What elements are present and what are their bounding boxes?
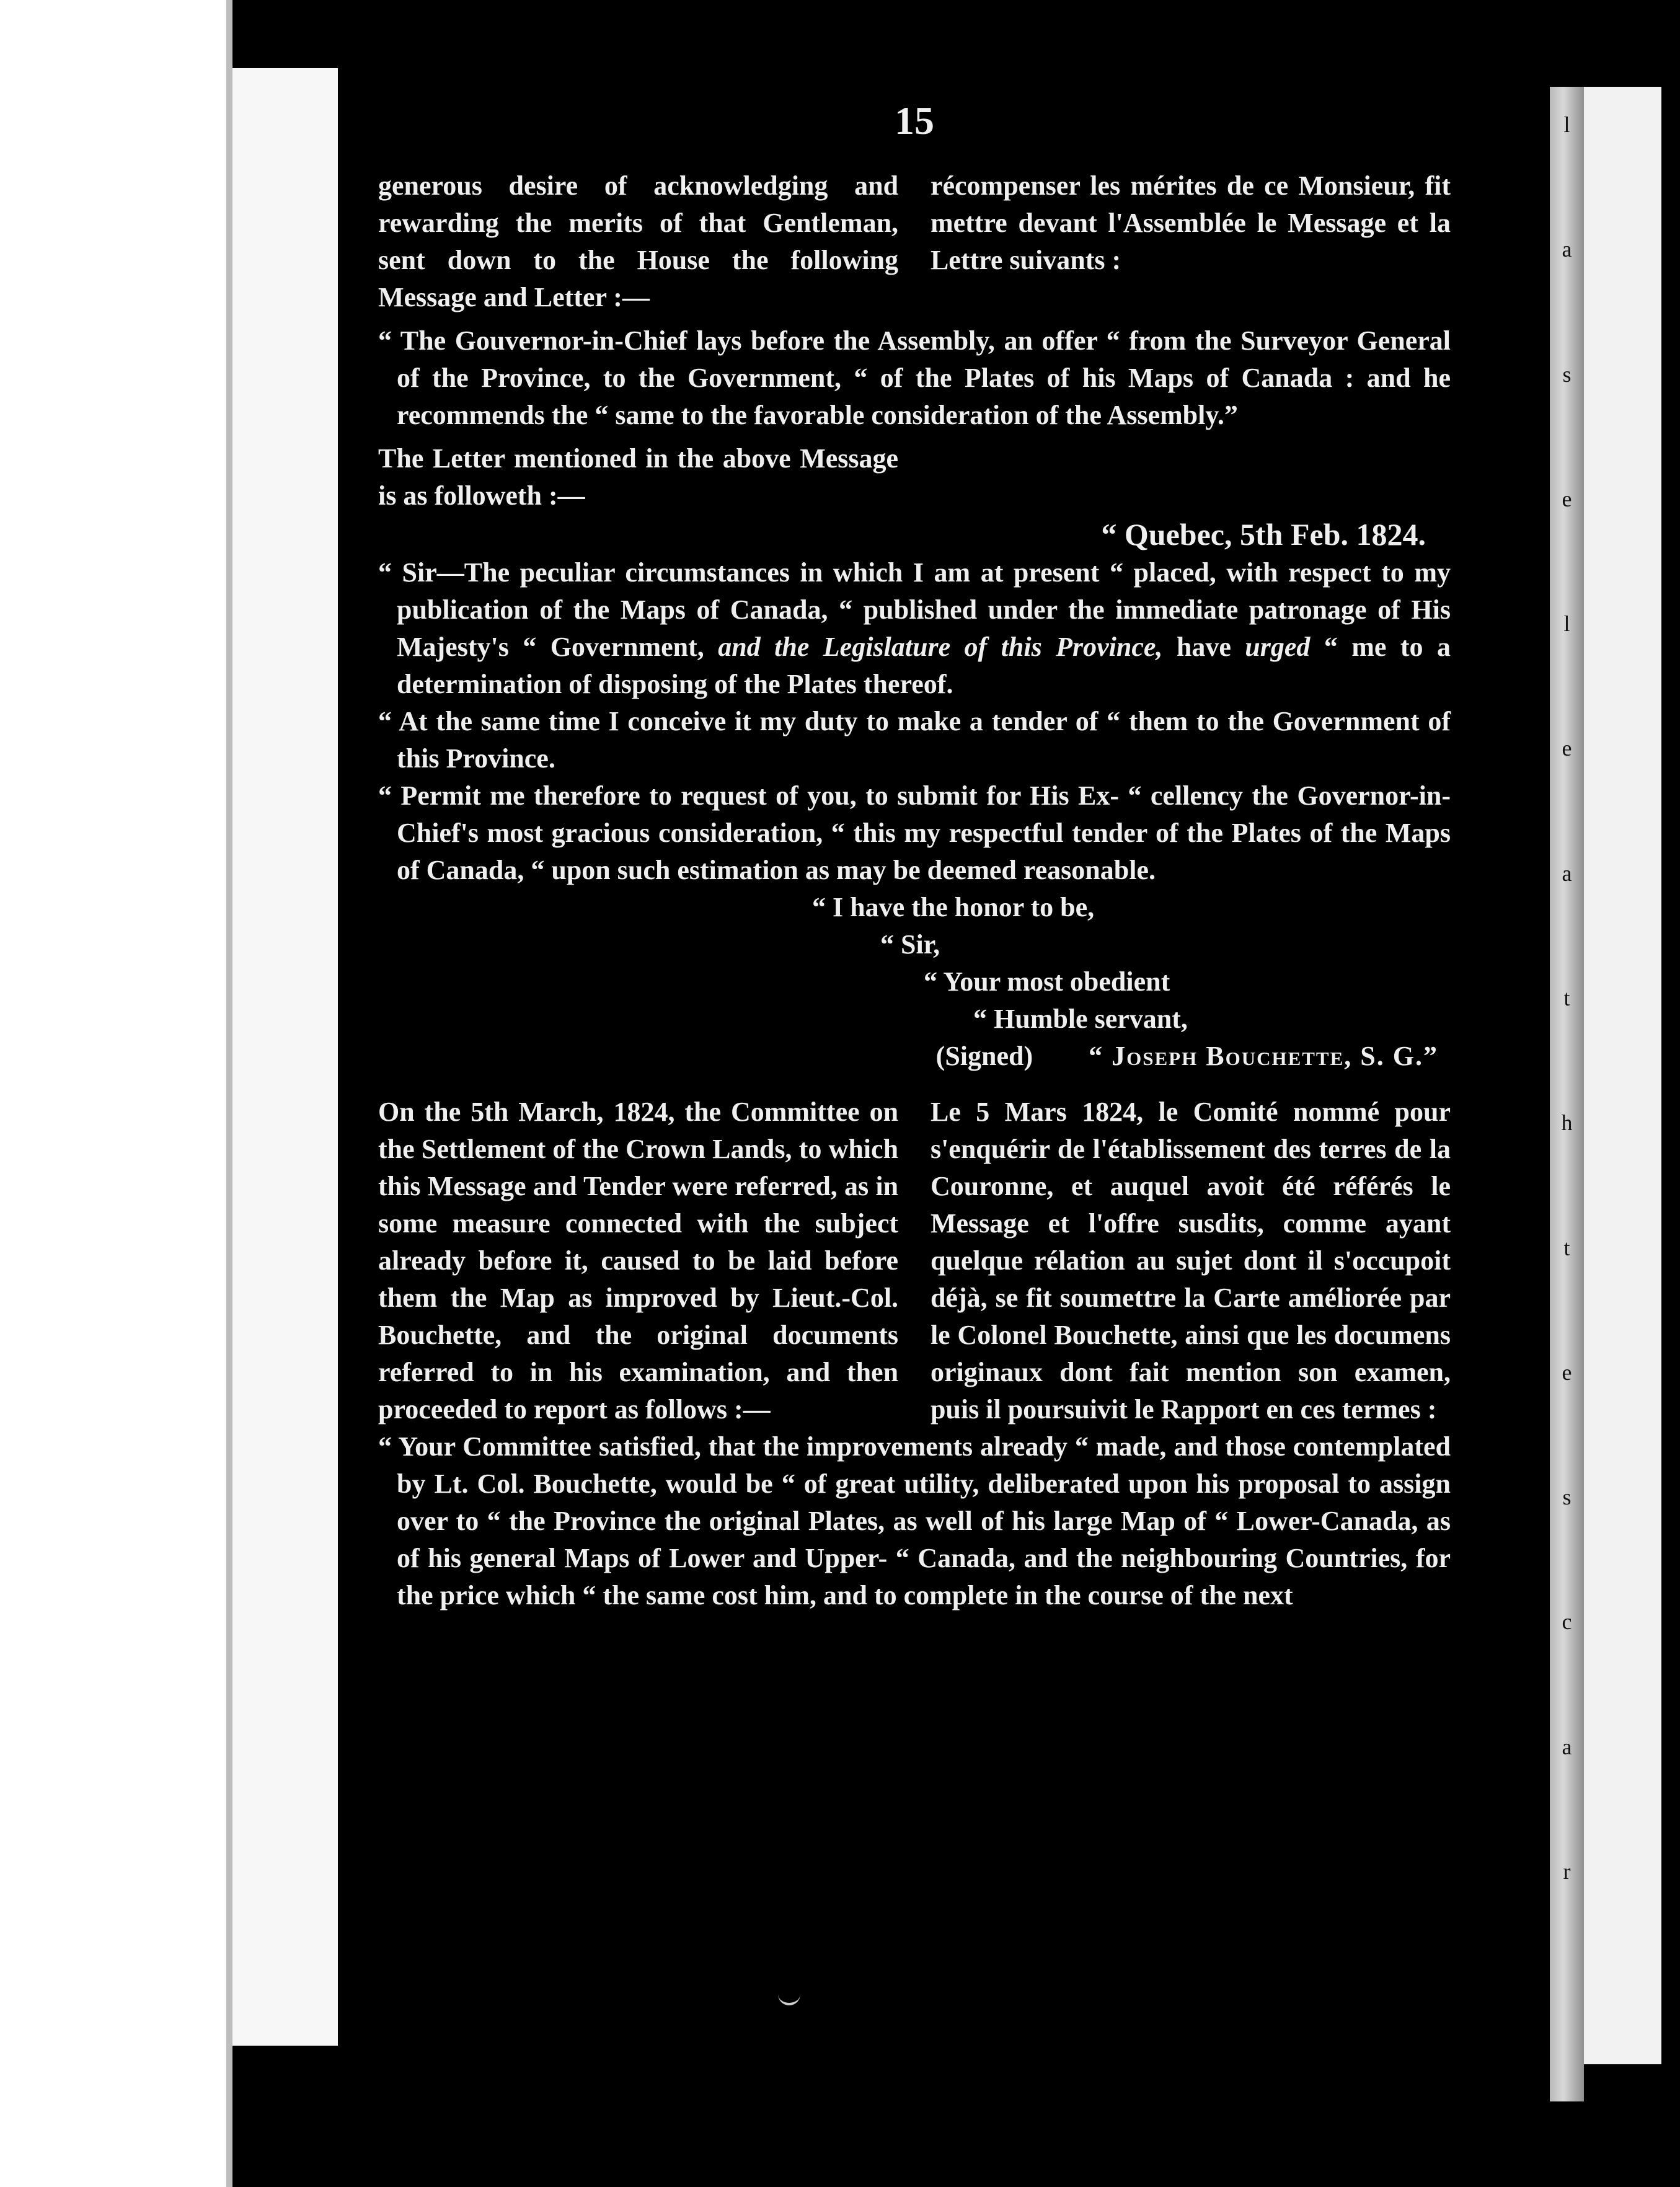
committee-french: Le 5 Mars 1824, le Comité nommé pour s'enquérir de l'établissement des terres de la Couronne, et auquel avoit été référés le Message et l'offre susdits, comme ayant quelque rélation au sujet dont il s'occupoit déjà, se fit soumettre la Carte améliorée par le Colonel Bouchette, ainsi que les documens originaux dont fait mention son examen, puis il poursuivit le Rapport en ces termes : (930, 1097, 1451, 1425)
letter-paragraph-1-text: “ Sir—The peculiar circumstances in which I am at present “ placed, with respect to my publication of the Maps of Canada, “ published under the immediate patronage of His Majesty's “ Government, (378, 557, 1451, 662)
letter-intro-french-blank (931, 440, 1451, 515)
signature-name: “ Joseph Bouchette, S. G.” (1089, 1041, 1438, 1071)
edge-letter: s (1562, 1485, 1572, 1510)
edge-letter: t (1563, 1235, 1570, 1260)
right-margin-white (1584, 87, 1661, 2064)
edge-letter: h (1561, 1110, 1573, 1136)
letter-paragraph-2: “ At the same time I conceive it my duty to make a tender of “ them to the Government of this Province. (378, 706, 1451, 774)
intro-columns (378, 167, 1451, 316)
closing-line-3: “ Your most obedient (924, 966, 1170, 997)
letter-intro: The Letter mentioned in the above Message is as followeth :— (378, 443, 899, 511)
edge-letter: a (1562, 237, 1572, 262)
edge-letter: l (1563, 611, 1570, 637)
edge-letter: e (1562, 486, 1572, 511)
left-paper-slip (232, 68, 338, 2046)
letter-paragraph-1-text-b: have (1162, 632, 1245, 662)
letter-dateline: “ Quebec, 5th Feb. 1824. (1101, 517, 1426, 552)
governor-message: “ The Gouvernor-in-Chief lays before the Assembly, an offer “ from the Surveyor General of the Province, to the Government, “ of the Plates of his Maps of Canada : and he recommends the “ same to the favorable consideration of the Assembly.” (378, 325, 1451, 430)
left-page-edge (226, 0, 232, 2187)
letter-paragraph-3: “ Permit me therefore to request of you, to submit for His Ex- “ cellency the Governor-in-Chief's most gracious consideration, “ this my respectful tender of the Plates of the Maps of Canada, “ upon such estimation as may be deemed reasonable. (378, 780, 1451, 885)
edge-letter: e (1562, 1359, 1572, 1385)
edge-letter: a (1562, 860, 1572, 886)
adjacent-page-edge-letters (1550, 112, 1584, 1884)
letter-paragraph-1-italic: and the Legislature of this Province, (718, 632, 1163, 662)
edge-letter: e (1562, 736, 1572, 761)
letter-intro-row (378, 440, 1451, 515)
closing-line-2: “ Sir, (880, 929, 940, 960)
edge-letter: c (1562, 1609, 1572, 1635)
edge-letter: l (1563, 112, 1570, 137)
page-number: 15 (895, 99, 934, 143)
signed-label: (Signed) (935, 1041, 1033, 1071)
edge-letter: r (1563, 1858, 1571, 1884)
document-body (378, 93, 1451, 1953)
closing-line-4: “ Humble servant, (973, 1004, 1188, 1034)
letter-paragraph-1-text-c: “ me to a determination of disposing of the Plates thereof. (397, 632, 1451, 699)
ink-mark (778, 1981, 800, 2005)
closing-line-1: “ I have the honor to be, (812, 892, 1095, 922)
committee-english: On the 5th March, 1824, the Committee on the Settlement of the Crown Lands, to which this Message and Tender were referred, as in some measure connected with the subject already before it, caused to be laid before them the Map as improved by Lieut.-Col. Bouchette, and the original documents referred to in his examination, and then proceeded to report as follows :— (378, 1097, 899, 1425)
intro-french: récompenser les mérites de ce Monsieur, fit mettre devant l'Assemblée le Message et la Lettre suivants : (930, 170, 1451, 275)
signature-row (378, 1038, 1451, 1075)
committee-columns (378, 1094, 1451, 1428)
left-margin-white (0, 0, 226, 2187)
intro-english: generous desire of acknowledging and rewarding the merits of that Gentleman, sent down to the House the following Message and Letter :— (378, 170, 899, 312)
edge-letter: s (1562, 361, 1572, 387)
letter-paragraph-1 (378, 554, 1451, 703)
edge-letter: a (1562, 1734, 1572, 1759)
committee-report: “ Your Committee satisfied, that the improvements already “ made, and those contemplated by Lt. Col. Bouchette, would be “ of great utility, deliberated upon his proposal to assign over to “ the Province the original Plates, as well of his large Map of “ Lower-Canada, as of his general Maps of Lower and Upper- “ Canada, and the neighbouring Countries, for the price which “ the same cost him, and to complete in the course of the next (378, 1431, 1451, 1610)
edge-letter: t (1563, 985, 1570, 1010)
letter-paragraph-1-italic-2: urged (1245, 632, 1311, 662)
